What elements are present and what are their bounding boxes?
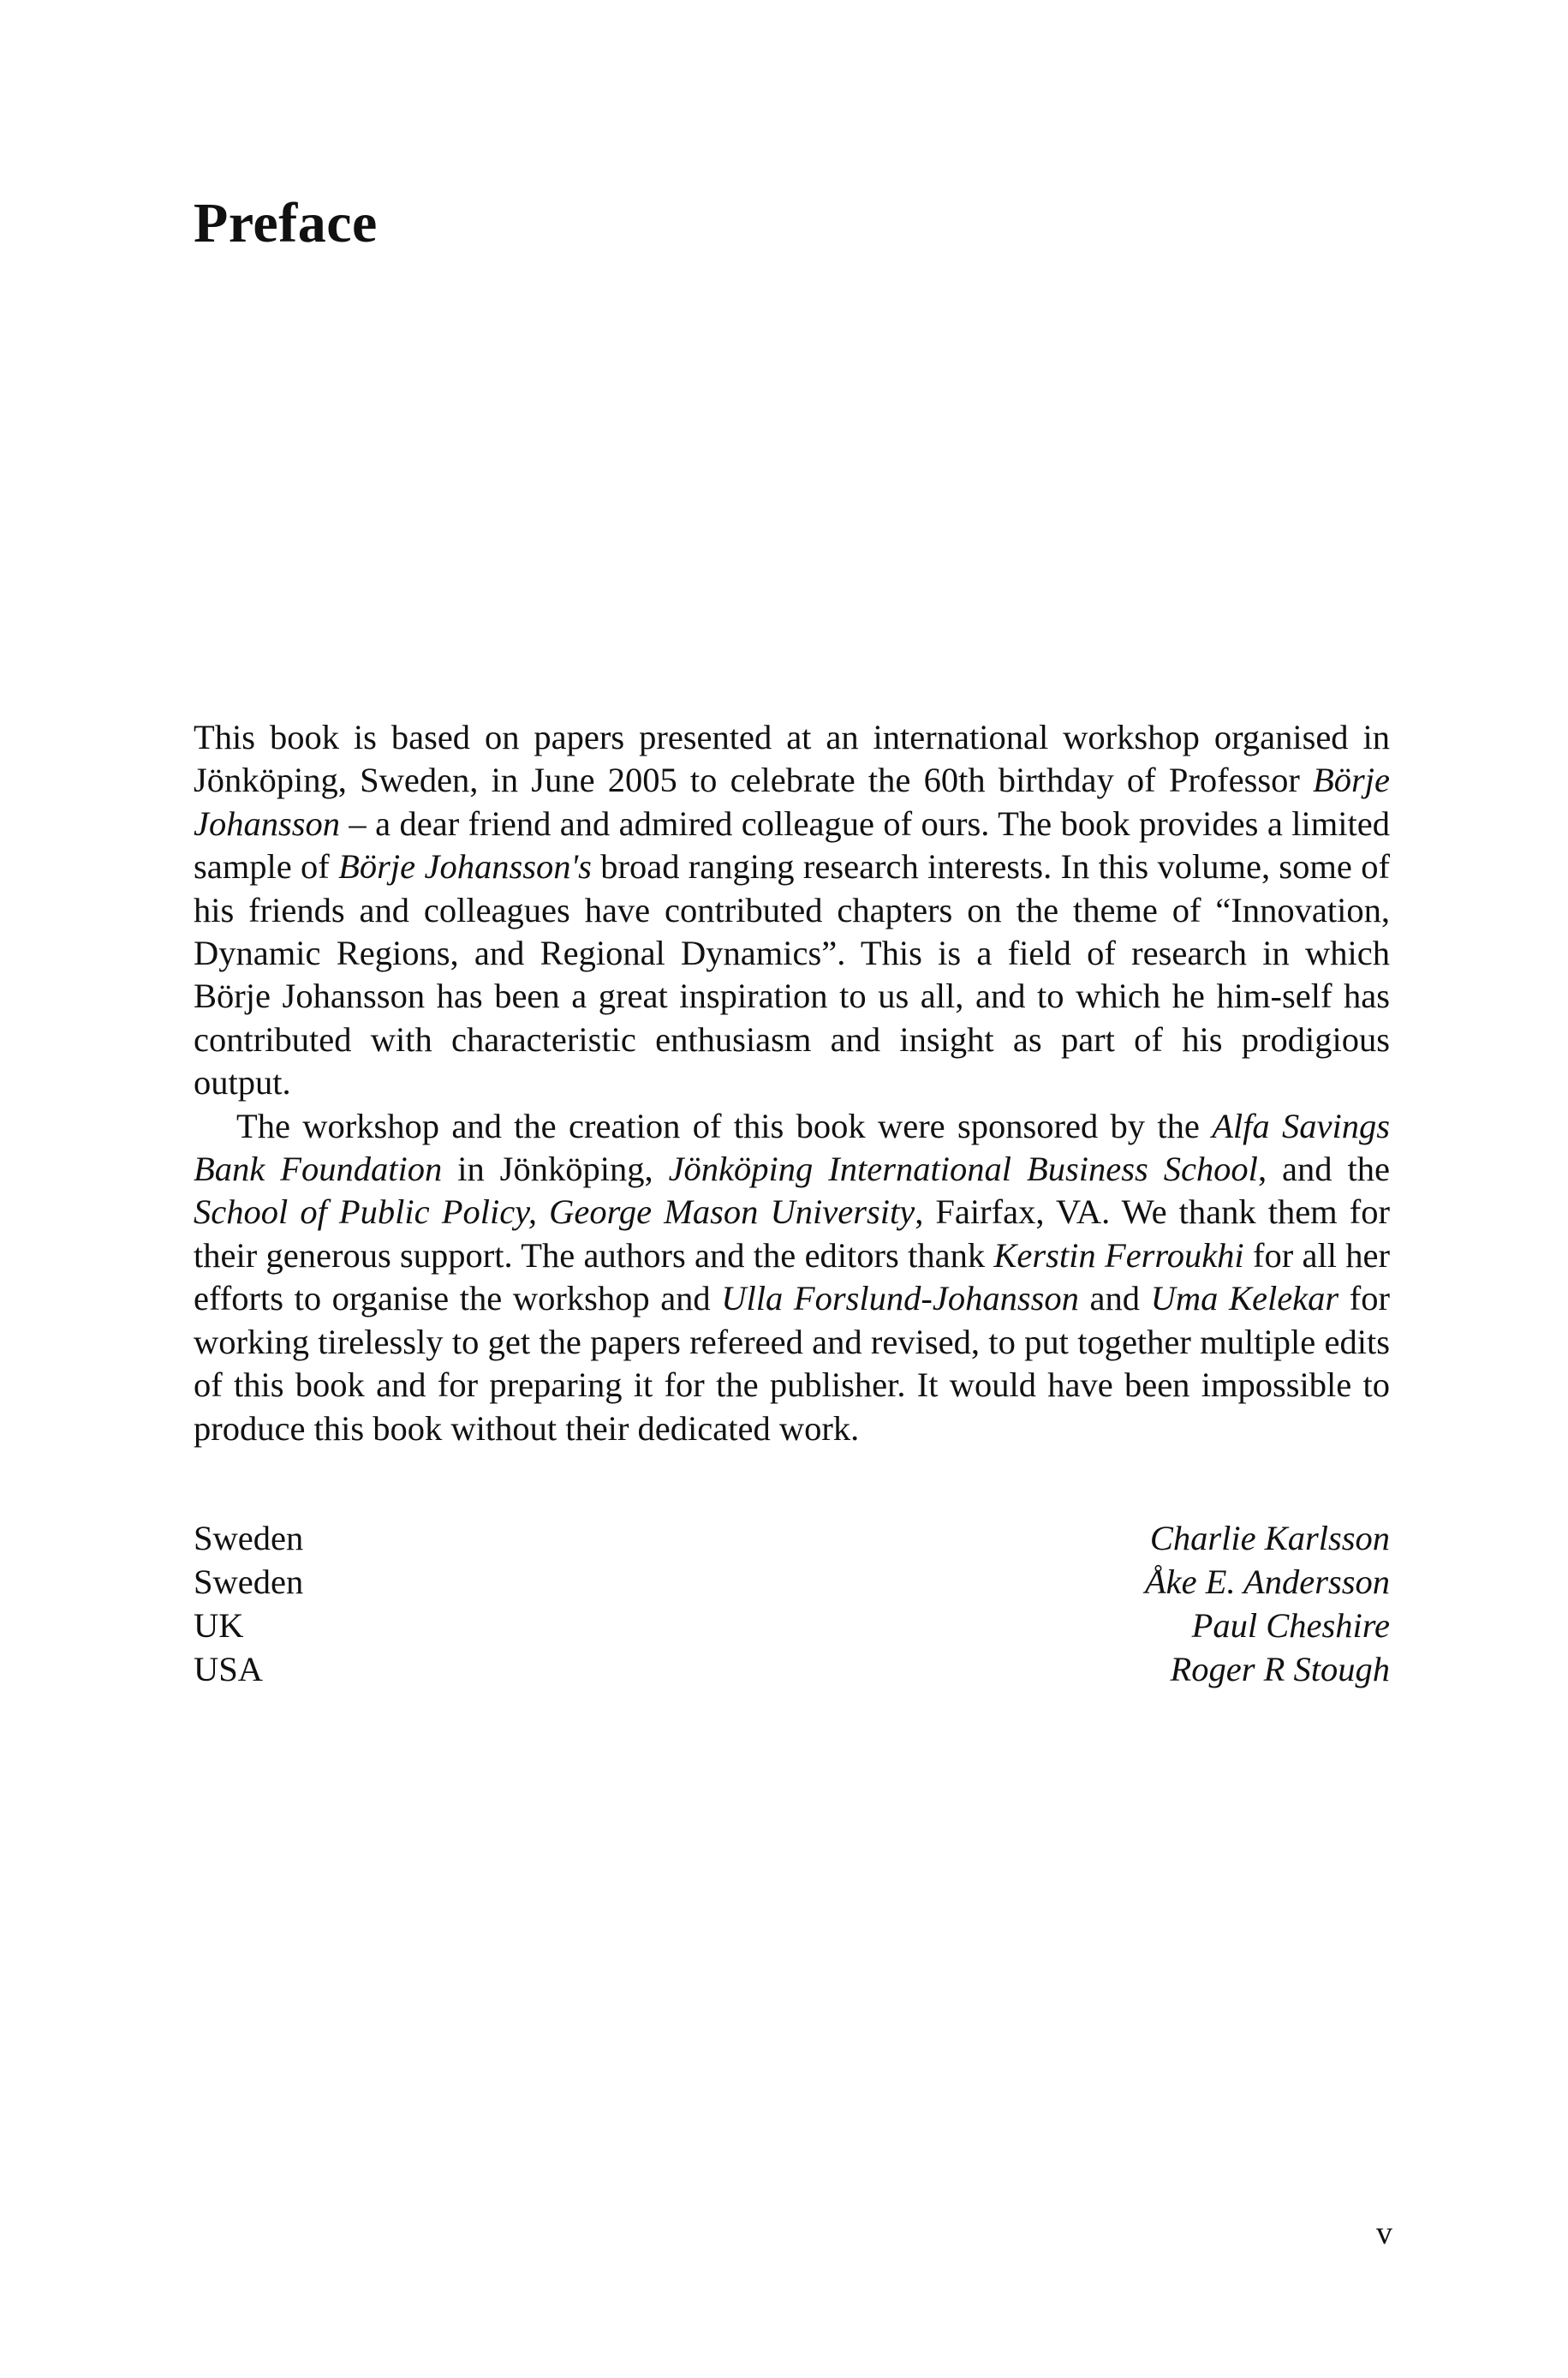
paragraph-1 (194, 716, 1390, 1105)
paragraph-1-text-2: – a dear friend and admired colleague of ours. The book provides a limited sample of (194, 804, 1390, 887)
signature-country: Sweden (194, 1562, 304, 1601)
paragraph-2-text-3: , and the (1257, 1150, 1390, 1189)
signature-row (194, 1560, 1390, 1604)
paragraph-2-text-1: The workshop and the creation of this book were sponsored by the (236, 1106, 1213, 1145)
preface-body (194, 716, 1390, 1450)
paragraph-1-text-1: This book is based on papers presented at an international workshop organised in Jönköping, Sweden, in June 2005 to celebrate the 60th birthday of Professor (194, 718, 1390, 800)
signature-country: Sweden (194, 1519, 304, 1557)
paragraph-2-text-7: for working tirelessly to get the papers refereed and revised, to put together multiple edits of this book and for preparing it for the publisher. It would have been impossible to produce this book without their dedicated work. (194, 1279, 1391, 1448)
paragraph-2 (194, 1105, 1390, 1450)
paragraph-2-italic-6: Uma Kelekar (1150, 1279, 1339, 1318)
paragraph-2-italic-4: Kerstin Ferroukhi (993, 1235, 1244, 1275)
paragraph-2-text-5: for all her efforts to organise the workshop and (194, 1235, 1390, 1318)
paragraph-1-text-3: broad ranging research interests. In this volume, some of his friends and colleagues have contributed chapters on the theme of “Innovation, Dynamic Regions, and Regional Dynamics”. This is a field of research in which Börje Johansson has been a great inspiration to us all, and to which he him-self has contributed with characteristic enthusiasm and insight as part of his prodigious output. (194, 847, 1390, 1102)
signature-country: UK (194, 1606, 244, 1645)
signature-country: USA (194, 1650, 264, 1688)
paragraph-2-text-2: in Jönköping, (442, 1150, 669, 1189)
page-number: v (1376, 2215, 1392, 2251)
signature-name: Paul Cheshire (1191, 1606, 1390, 1645)
paragraph-2-italic-5: Ulla Forslund-Johansson (721, 1279, 1079, 1318)
page-title: Preface (194, 192, 378, 254)
paragraph-1-italic-1: Börje Johansson (194, 761, 1390, 843)
signature-row (194, 1516, 1390, 1560)
paragraph-2-text-6: and (1078, 1279, 1151, 1318)
signature-row (194, 1604, 1390, 1647)
paragraph-2-text-4: , Fairfax, VA. We thank them for their generous support. The authors and the editors thank (194, 1192, 1390, 1275)
paragraph-1-italic-2: Börje Johansson's (338, 847, 592, 887)
paragraph-2-italic-3: School of Public Policy, George Mason University (194, 1192, 915, 1232)
signature-block (194, 1516, 1390, 1691)
paragraph-2-italic-2: Jönköping International Business School (668, 1150, 1258, 1189)
signature-name: Roger R Stough (1170, 1650, 1390, 1688)
signature-row (194, 1647, 1390, 1691)
signature-name: Åke E. Andersson (1144, 1562, 1390, 1601)
signature-name: Charlie Karlsson (1149, 1519, 1390, 1557)
paragraph-2-italic-1: Alfa Savings Bank Foundation (194, 1106, 1390, 1189)
